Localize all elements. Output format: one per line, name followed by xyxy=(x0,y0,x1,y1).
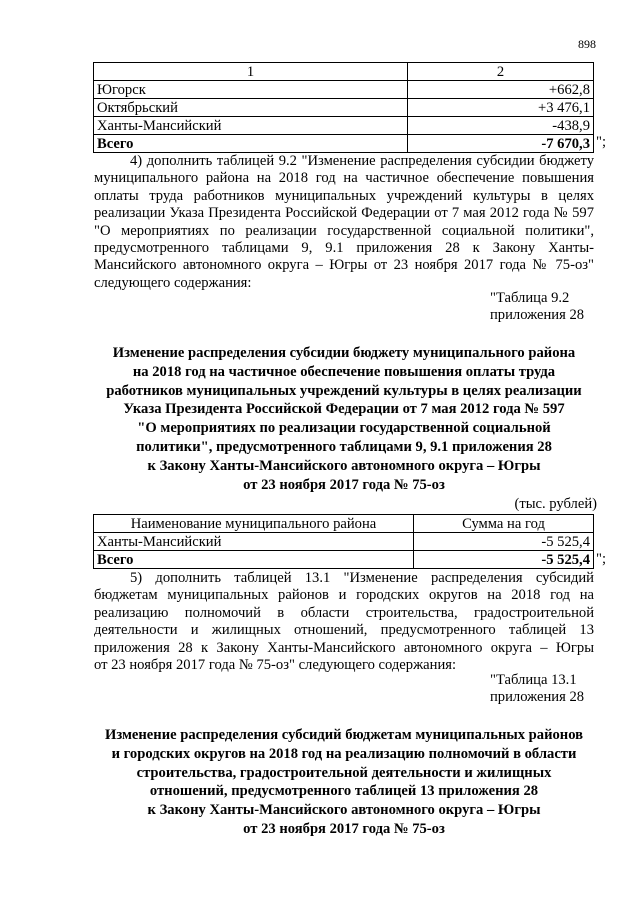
amount-value: +3 476,1 xyxy=(408,99,594,117)
paragraph-item-4 xyxy=(94,153,594,292)
table-reference-note xyxy=(490,672,600,707)
table-reference-note xyxy=(490,290,600,325)
table-header-row xyxy=(94,63,594,81)
table-9-2 xyxy=(93,514,594,569)
table-end-mark: "; xyxy=(596,134,607,150)
total-label: Всего xyxy=(94,135,408,153)
column-header-2: 2 xyxy=(408,63,594,81)
title-line: строительства, градостроительной деятельности и жилищных xyxy=(136,764,552,781)
title-line: политики", предусмотренного таблицами 9, 9.1 приложения 28 xyxy=(136,438,552,455)
title-line: от 23 ноября 2017 года № 75-оз xyxy=(243,476,445,493)
amount-value: -5 525,4 xyxy=(414,533,594,551)
amount-value: -438,9 xyxy=(408,117,594,135)
column-header-district: Наименование муниципального района xyxy=(94,515,414,533)
page-number: 898 xyxy=(578,37,596,51)
paragraph-line: "О мероприятиях по реализации государственной социальной политики", xyxy=(94,222,594,239)
paragraph-line: 4) дополнить таблицей 9.2 "Изменение распределения субсидии бюджету xyxy=(130,153,594,169)
title-line: "О мероприятиях по реализации государственной социальной xyxy=(137,420,551,437)
table-title xyxy=(84,726,604,839)
title-line: к Закону Ханты-Мансийского автономного округа – Югры xyxy=(147,457,541,474)
title-line: от 23 ноября 2017 года № 75-оз xyxy=(243,820,445,837)
municipality-name: Ханты-Мансийский xyxy=(94,117,408,135)
paragraph-line: 5) дополнить таблицей 13.1 "Изменение распределения субсидий xyxy=(130,570,594,586)
column-header-amount: Сумма на год xyxy=(414,515,594,533)
title-line: к Закону Ханты-Мансийского автономного округа – Югры xyxy=(147,802,541,819)
title-line: на 2018 год на частичное обеспечение повышения оплаты труда xyxy=(132,363,556,380)
table-subsidy-changes-continued xyxy=(93,62,594,153)
paragraph-line: реализацию полномочий в области строительства, градостроительной xyxy=(94,604,594,621)
title-line: работников муниципальных учреждений культуры в целях реализации xyxy=(106,382,582,399)
column-header-1: 1 xyxy=(94,63,408,81)
total-value: -7 670,3 xyxy=(408,135,594,153)
total-value: -5 525,4 xyxy=(414,551,594,569)
appendix-reference-line: приложения 28 xyxy=(490,689,585,706)
appendix-reference-line: приложения 28 xyxy=(490,307,585,324)
paragraph-line: Мансийского автономного округа – Югры от 23 ноября 2017 года № 75-оз" xyxy=(94,257,594,274)
paragraph-line: приложения 28 к Закону Ханты-Мансийского автономного округа – Югры xyxy=(94,639,594,656)
paragraph-line: реализации Указа Президента Российской Федерации от 7 мая 2012 года № 597 xyxy=(94,205,594,222)
municipality-name: Югорск xyxy=(94,81,408,99)
amount-value: +662,8 xyxy=(408,81,594,99)
title-line: Указа Президента Российской Федерации от 7 мая 2012 года № 597 xyxy=(123,401,565,418)
title-line: Изменение распределения субсидий бюджетам муниципальных районов xyxy=(104,727,584,743)
table-end-mark: "; xyxy=(596,551,607,567)
paragraph-line: оплаты труда работников муниципальных учреждений культуры в целях xyxy=(94,187,594,204)
title-line: Изменение распределения субсидии бюджету муниципального района xyxy=(112,345,576,361)
paragraph-line: бюджетам муниципальных районов и городских округов на 2018 год на xyxy=(94,587,594,604)
district-name: Ханты-Мансийский xyxy=(94,533,414,551)
table-reference-line: "Таблица 13.1 xyxy=(490,672,577,688)
total-label: Всего xyxy=(94,551,414,569)
table-reference-line: "Таблица 9.2 xyxy=(490,290,570,306)
table-row xyxy=(94,99,594,117)
table-total-row xyxy=(94,551,594,569)
municipality-name: Октябрьский xyxy=(94,99,408,117)
units-label: (тыс. рублей) xyxy=(514,496,597,512)
title-line: отношений, предусмотренного таблицей 13 приложения 28 xyxy=(149,783,539,800)
table-total-row xyxy=(94,135,594,153)
table-row xyxy=(94,533,594,551)
table-row xyxy=(94,117,594,135)
paragraph-item-5 xyxy=(94,570,594,674)
table-row xyxy=(94,81,594,99)
paragraph-line: предусмотренного таблицами 9, 9.1 приложения 28 к Закону Ханты- xyxy=(94,240,594,257)
title-line: и городских округов на 2018 год на реализацию полномочий в области xyxy=(111,745,577,762)
table-header-row xyxy=(94,515,594,533)
paragraph-line: деятельности и жилищных отношений, предусмотренного таблицей 13 xyxy=(94,622,594,639)
paragraph-line: от 23 ноября 2017 года № 75-оз" следующего содержания: xyxy=(94,657,457,674)
paragraph-line: муниципального района на 2018 год на частичное обеспечение повышения xyxy=(94,170,594,187)
paragraph-line: следующего содержания: xyxy=(94,274,252,291)
table-title xyxy=(84,344,604,494)
